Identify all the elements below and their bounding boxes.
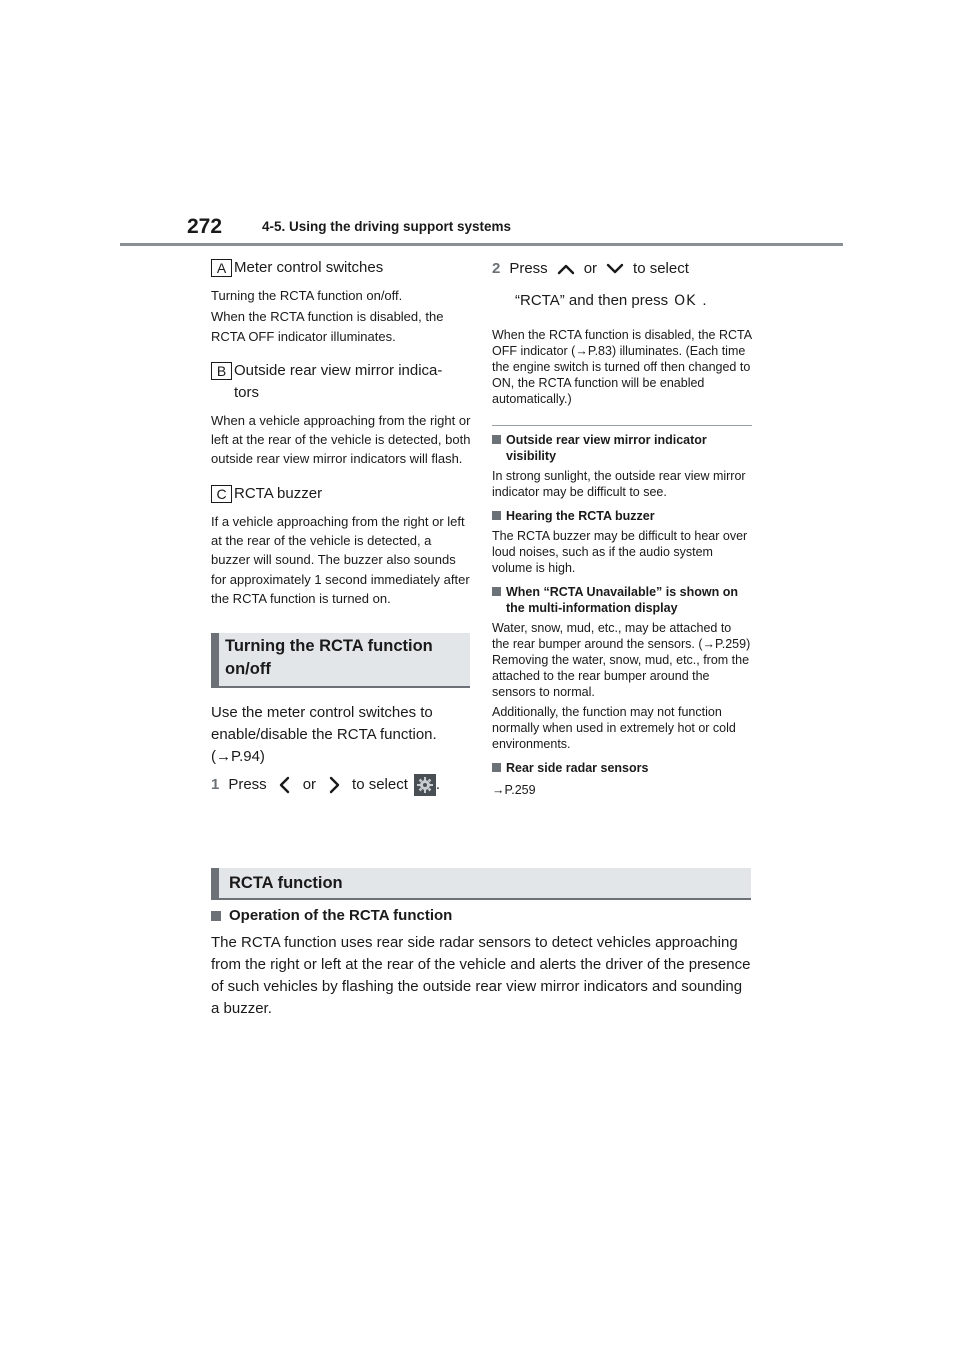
page-number: 272: [187, 215, 223, 238]
square-bullet-icon: [492, 435, 501, 444]
callout-title-b-2: tors: [234, 383, 260, 401]
chevron-left-icon: [278, 776, 292, 794]
callout-desc-c: If a vehicle approaching from the right or left at the rear of the vehicle is detected, a buzzer will sound. The buzzer also sounds for approximately 1 second immediately after the RCTA function is turned on.: [211, 513, 470, 606]
note-body-buzzer: The RCTA buzzer may be difficult to hear over loud noises, such as if the audio system volume is high.: [492, 529, 748, 575]
note-title-visibility: [492, 432, 752, 464]
step-2-press: Press: [509, 260, 548, 277]
chevron-up-icon: [556, 262, 576, 276]
step-1-to-select: to select: [352, 776, 408, 794]
callout-letter-a: A: [211, 259, 232, 277]
note-title-sensors: [492, 760, 752, 776]
settings-gear-icon: [414, 774, 436, 796]
callout-title-c: RCTA buzzer: [234, 484, 323, 502]
section-heading-rcta-function: RCTA function: [211, 868, 751, 900]
callout-title-b-1: Outside rear view mirror indica-: [234, 361, 443, 379]
toggle-intro: Use the meter control switches to enable/disable the RCTA function. (→P.94): [211, 704, 437, 766]
note-body-unavailable-2: Additionally, the function may not function normally when used in extremely hot or cold environments.: [492, 705, 736, 751]
note-title-unavailable: [492, 584, 752, 616]
step-1-press: Press: [228, 776, 267, 794]
square-bullet-icon: [492, 763, 501, 772]
note-title-sensors-text: Rear side radar sensors: [506, 761, 649, 775]
step-1-number: 1: [211, 776, 220, 794]
note-title-buzzer-text: Hearing the RCTA buzzer: [506, 509, 655, 523]
step-2: [492, 258, 752, 312]
square-bullet-icon: [211, 911, 221, 921]
square-bullet-icon: [492, 587, 501, 596]
callout-c: [211, 483, 471, 608]
notes-divider: [492, 425, 752, 426]
right-column: [492, 258, 752, 798]
left-column: [211, 257, 471, 796]
note-title-buzzer: [492, 508, 752, 524]
step-1: [211, 774, 471, 796]
note-title-visibility-text: Outside rear view mirror indicator visibility: [506, 433, 707, 463]
note-body-sensors: →P.259: [492, 783, 536, 797]
operation-subheading: [211, 906, 452, 926]
chapter-title: 4-5. Using the driving support systems: [262, 219, 512, 234]
operation-body: The RCTA function uses rear side radar sensors to detect vehicles approaching from the right or left at the rear of the vehicle and alerts the driver of the presence of such vehicles by flashing the outside rear view mirror indicators and sounding a buzzer.: [211, 934, 751, 1017]
callout-letter-b: B: [211, 362, 232, 380]
callout-title-a: Meter control switches: [234, 259, 384, 276]
chevron-down-icon: [605, 262, 625, 276]
step-2-note: When the RCTA function is disabled, the RCTA OFF indicator (→P.83) illuminates. (Each time the engine switch is turned off then changed to ON, the RCTA function will be enabled automatically.): [492, 328, 752, 406]
square-bullet-icon: [492, 511, 501, 520]
step-1-period: .: [435, 776, 441, 794]
step-2-period: .: [702, 292, 707, 309]
step-2-line2: “RCTA” and then press: [515, 292, 669, 309]
step-2-number: 2: [492, 260, 501, 277]
step-2-or: or: [583, 260, 598, 277]
ok-button-icon: OK: [674, 293, 697, 309]
note-body-visibility: In strong sunlight, the outside rear view mirror indicator may be difficult to see.: [492, 469, 746, 499]
section-heading-toggle: Turning the RCTA function on/off: [211, 633, 470, 688]
callout-desc-a-1: Turning the RCTA function on/off.: [211, 288, 403, 303]
step-1-or: or: [302, 776, 317, 794]
note-title-unavailable-text: When “RCTA Unavailable” is shown on the multi-information display: [506, 585, 738, 615]
callout-letter-c: C: [211, 485, 232, 503]
callout-a: [211, 257, 471, 346]
callout-desc-b: When a vehicle approaching from the right or left at the rear of the vehicle is detected, both outside rear view mirror indicators will flash.: [211, 412, 471, 467]
callout-desc-a-2: When the RCTA function is disabled, the RCTA OFF indicator illuminates.: [211, 309, 444, 344]
callout-b: [211, 360, 471, 469]
header-divider: [120, 243, 843, 246]
step-2-to-select: to select: [633, 260, 689, 277]
operation-subheading-text: Operation of the RCTA function: [229, 907, 453, 924]
note-body-unavailable-1: Water, snow, mud, etc., may be attached to the rear bumper around the sensors. (→P.259) Removing the water, snow, mud, etc., from the attached to the rear bumper around the sensors to normal.: [492, 621, 751, 699]
chevron-right-icon: [327, 776, 341, 794]
